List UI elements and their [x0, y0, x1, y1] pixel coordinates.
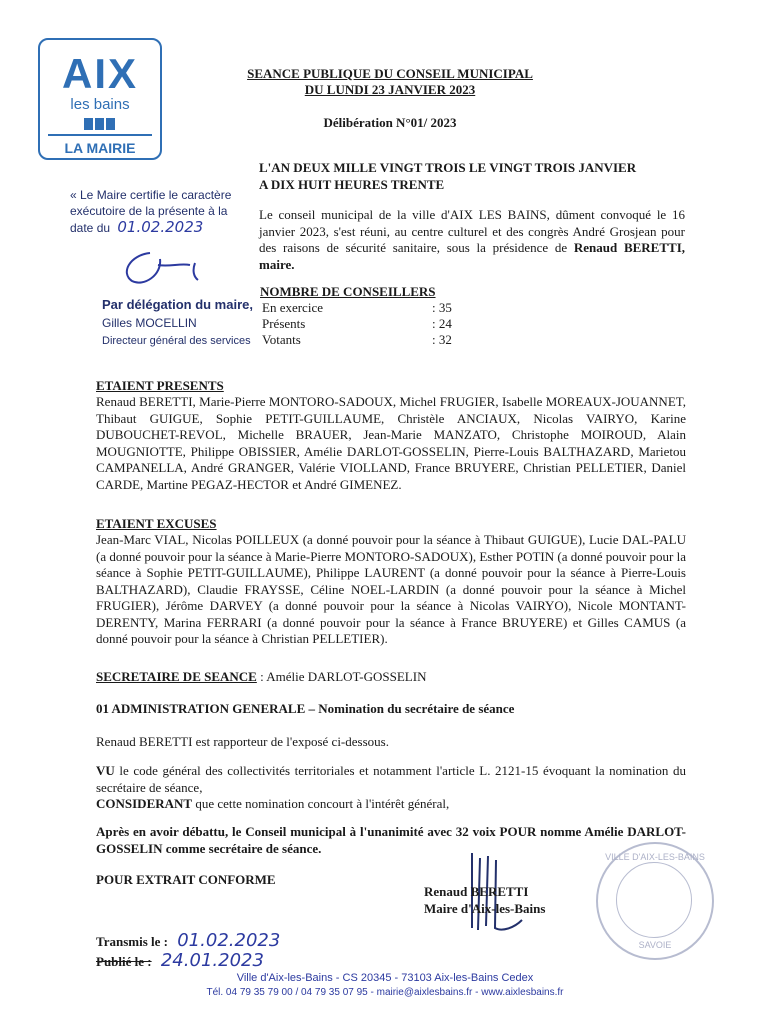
agenda-subject: 01 ADMINISTRATION GENERALE – Nomination du secrétaire de séance: [96, 701, 515, 716]
counts-row: [262, 316, 462, 332]
stamp-date-label: date du: [70, 221, 111, 235]
stamp-date-line: [70, 219, 250, 236]
stamp-signature: [110, 245, 220, 290]
excuses-list: Jean-Marc VIAL, Nicolas POILLEUX (a donné pouvoir pour la séance à Thibaut GUIGUE), Lucie DAL-PALU (a donné pouvoir pour la séance à Marie-Pierre MONTORO-SADOUX), Esther POTIN (a donné pouvoir pour la séance à Sophie PETIT-GUILLAUME), Philippe LAURENT (a donné pouvoir pour la séance à Pierre-Louis BALTHAZARD), Claudie FRAYSSE, Céline NOEL-LARDIN (a donné pouvoir pour la séance à Michel FRUGIER), Jérôme DARVEY (a donné pouvoir pour la séance à Nicolas VAIRYO), Nicole MONTANT-DERENTY, Marina FERRARI (a donné pouvoir pour la séance à France BRUYERE) et Gilles CAMUS (a donné pouvoir pour la séance à Christian PELLETIER).: [96, 532, 686, 646]
vu-text: le code général des collectivités territoriales et notamment l'article L. 2121-15 évoquant la nomination du secrétaire de séance,: [96, 763, 686, 795]
seal-bottom-text: SAVOIE: [638, 940, 672, 950]
mayor-title: Maire d'Aix-les-Bains: [424, 901, 546, 916]
transmis-line: [96, 930, 280, 951]
counts-row: [262, 300, 462, 316]
stamp-handwritten-date: 01.02.2023: [117, 218, 204, 236]
footer-contact: Tél. 04 79 35 79 00 / 04 79 35 07 95 - mairie@aixlesbains.fr - www.aixlesbains.fr: [206, 987, 564, 998]
vu-prefix: VU: [96, 763, 115, 778]
excuses-title: ETAIENT EXCUSES: [96, 516, 217, 531]
counts-value: : 24: [432, 316, 452, 331]
counts-label: Présents: [262, 316, 306, 331]
president-name: Renaud BERETTI, maire.: [259, 240, 686, 272]
opening-paragraph-text: Le conseil municipal de la ville d'AIX LES BAINS, dûment convoqué le 16 janvier 2023, s'est réuni, au centre culturel et des congrès André Grosjean pour des raisons de sécurité sanitaire, sous la présidence de: [259, 207, 685, 255]
secretary-value: : Amélie DARLOT-GOSSELIN: [256, 669, 427, 684]
logo-mairie-text: LA MAIRIE: [48, 134, 152, 156]
logo-bains-text: les bains: [70, 96, 130, 113]
opening-line-1: L'AN DEUX MILLE VINGT TROIS LE VINGT TROIS JANVIER: [259, 160, 637, 175]
transmis-date: 01.02.2023: [177, 930, 281, 951]
opening-paragraph: [259, 207, 685, 273]
presents-list: Renaud BERETTI, Marie-Pierre MONTORO-SADOUX, Michel FRUGIER, Isabelle MOREAUX-JOUANNET, Thibaut GUIGUE, Sophie PETIT-GUILLAUME, Christèle ANCIAUX, Nicolas VAIRYO, Karine DUBOUCHET-REVOL, Michelle BRAUER, Jean-Marie MANZATO, Christophe MOIROUD, Alain MOUGNIOTTE, Philippe OBISSIER, Amélie DARLOT-GOSSELIN, Pierre-Louis BALTHAZARD, Marietou CAMPANELLA, André GRANGER, Valérie VIOLLAND, France BRUYERE, Christian PELLETIER, Daniel CARDE, Martine PEGAZ-HECTOR et André GIMENEZ.: [96, 394, 686, 492]
considerant-text: que cette nomination concourt à l'intérêt général,: [192, 796, 450, 811]
counts-title: NOMBRE DE CONSEILLERS: [260, 284, 436, 299]
rapporteur-line: Renaud BERETTI est rapporteur de l'exposé ci-dessous.: [96, 734, 389, 749]
session-title: SEANCE PUBLIQUE DU CONSEIL MUNICIPAL: [247, 66, 533, 81]
seal-top-text: VILLE D'AIX-LES-BAINS: [605, 852, 705, 862]
extract-conforme: POUR EXTRAIT CONFORME: [96, 872, 276, 887]
transmis-label: Transmis le :: [96, 934, 168, 949]
mayor-name: Renaud BERETTI: [424, 884, 529, 899]
logo-bars-icon: [84, 117, 118, 129]
vu-paragraph: [96, 763, 686, 813]
considerant-prefix: CONSIDERANT: [96, 796, 193, 811]
executory-stamp: [70, 187, 250, 236]
secretary-label: SECRETAIRE DE SEANCE: [96, 669, 257, 684]
counts-table: [262, 300, 462, 348]
counts-value: : 32: [432, 332, 452, 347]
opening-line-2: A DIX HUIT HEURES TRENTE: [259, 177, 445, 192]
stamp-line-2: exécutoire de la présente à la: [70, 204, 228, 218]
session-date: DU LUNDI 23 JANVIER 2023: [304, 82, 476, 97]
publie-line: [96, 950, 264, 971]
deliberation-number: Délibération N°01/ 2023: [323, 115, 457, 130]
secretary-line: [96, 669, 426, 685]
stamp-title: Directeur général des services: [102, 335, 251, 347]
counts-label: En exercice: [262, 300, 323, 315]
stamp-line-1: « Le Maire certifie le caractère: [70, 188, 232, 202]
counts-label: Votants: [262, 332, 301, 347]
stamp-name: Gilles MOCELLIN: [102, 316, 197, 330]
counts-value: : 35: [432, 300, 452, 315]
counts-row: [262, 332, 462, 348]
publie-date: 24.01.2023: [160, 950, 264, 971]
stamp-delegation: Par délégation du maire,: [102, 297, 253, 312]
decision-paragraph: Après en avoir débattu, le Conseil municipal à l'unanimité avec 32 voix POUR nomme Amélie DARLOT-GOSSELIN comme secrétaire de séance.: [96, 824, 686, 856]
presents-title: ETAIENT PRESENTS: [96, 378, 224, 393]
publie-label: Publié le :: [96, 954, 152, 969]
footer-address: Ville d'Aix-les-Bains - CS 20345 - 73103 Aix-les-Bains Cedex: [236, 972, 534, 984]
city-seal: [596, 842, 714, 960]
logo-aix-text: AIX: [61, 50, 138, 97]
city-logo: [38, 38, 162, 160]
